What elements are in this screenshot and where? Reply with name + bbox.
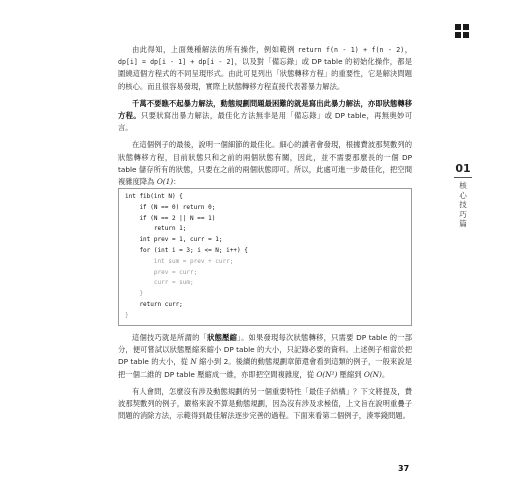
paragraph-5: 有人會問，怎麼沒有涉及動態規劃的另一個重要特性「最佳子結構」？下文將提及，費波那契數列的例子，嚴格來說不算是動態規劃，因為沒有涉及求極值，上文旨在說明重疊子問題的消除方法，示範得到最佳解法逐步完善的過程。下面來看第二個例子，湊零錢問題。 — [118, 386, 412, 421]
code-line: return curr; — [125, 300, 183, 308]
math-expression: N — [190, 357, 197, 367]
code-line: } — [125, 311, 129, 319]
bold-text: 狀態壓縮 — [207, 333, 238, 342]
code-line: return 1; — [125, 225, 187, 233]
code-line: int fib(int N) { — [125, 193, 183, 200]
code-line: curr = sum; — [125, 279, 194, 287]
chapter-tab — [450, 162, 476, 229]
code-line: int prev = 1, curr = 1; — [125, 236, 223, 244]
math-expression: O(1) — [156, 177, 174, 187]
code-line: } — [125, 290, 144, 298]
paragraph-3 — [118, 139, 412, 188]
text-run: ： — [173, 177, 181, 187]
corner-square — [455, 32, 461, 38]
math-expression: O(N) — [363, 369, 382, 379]
text-run: ，以及對「備忘錄」或 DP table 的初始化操作，都是圍繞這個方程式的不同呈現形式。由此可見列出「狀態轉移方程」的重要性，它是解決問題的核心。而且很容易發現，實際上狀態轉移方程直接代表著暴力解法。 — [118, 57, 412, 91]
inline-code: return f(n - 1) + f(n - 2) — [297, 46, 405, 54]
code-block — [118, 188, 412, 326]
chapter-number: 01 — [455, 162, 471, 175]
corner-square — [463, 32, 469, 38]
corner-square — [455, 24, 461, 30]
body-text-top — [118, 44, 412, 188]
paragraph-1 — [118, 44, 412, 93]
code-line: if (N == 2 || N == 1) — [125, 214, 216, 222]
text-run: 在這個例子的最後，說明一個細節的最佳化。細心的讀者會發現，根據費波那契數列的狀態轉移方程，目前狀態只和之前的兩個狀態有關，因此，並不需要那麼長的一個 DP table 儲存所有的狀態，只要在之前的兩個狀態即可。所以，此處可進一步最佳化，把空間複雜度降為 — [118, 140, 412, 187]
math-expression: O(N²) — [316, 369, 338, 379]
code-line: prev = curr; — [125, 268, 198, 276]
code-line: if (N == 0) return 0; — [125, 203, 216, 211]
body-text-bottom — [118, 332, 412, 422]
inline-code: dp[i] = dp[i - 1] + dp[i - 2] — [118, 58, 235, 67]
text-run: 」。如果發現每次狀態轉移，只需要 DP table 的一部分，便可嘗試以狀態壓縮來縮小 DP table 的大小，只記錄必要的資料。上述例子相當於把 DP table 的大小，從 — [118, 333, 413, 367]
corner-mark — [455, 24, 469, 38]
text-run: 由此得知，上面幾種解法的所有操作，例如範例 — [132, 45, 298, 54]
text-run: 只要狀寫出暴力解法，最佳化方法無非是用「備忘錄」或 DP table，再無奧妙可言。 — [118, 111, 413, 133]
code-line: for (int i = 3; i <= N; i++) { — [125, 246, 248, 254]
page-number: 37 — [398, 464, 410, 473]
code-line: int sum = prev + curr; — [125, 257, 234, 265]
text-run: 這個技巧就是所謂的「 — [132, 333, 208, 342]
chapter-title: 核心技巧篇 — [459, 181, 467, 228]
paragraph-2 — [118, 98, 412, 135]
corner-square — [463, 24, 469, 30]
text-run: ， — [404, 45, 412, 54]
text-run: 縮小到 2。後續的動態規劃章節還會看到這類的例子，一般來說是把一個二維的 DP table 壓縮成一維，亦即把空間複雜度，從 — [118, 357, 413, 379]
chapter-divider — [454, 177, 472, 178]
paragraph-4 — [118, 332, 412, 381]
text-run: 。 — [381, 369, 390, 379]
text-run: 壓縮到 — [337, 369, 364, 379]
bold-text: 千萬不要瞧不起暴力解法，動態規劃問題最困難的就是寫出此暴力解法，亦即狀態轉移方程。 — [118, 98, 412, 121]
